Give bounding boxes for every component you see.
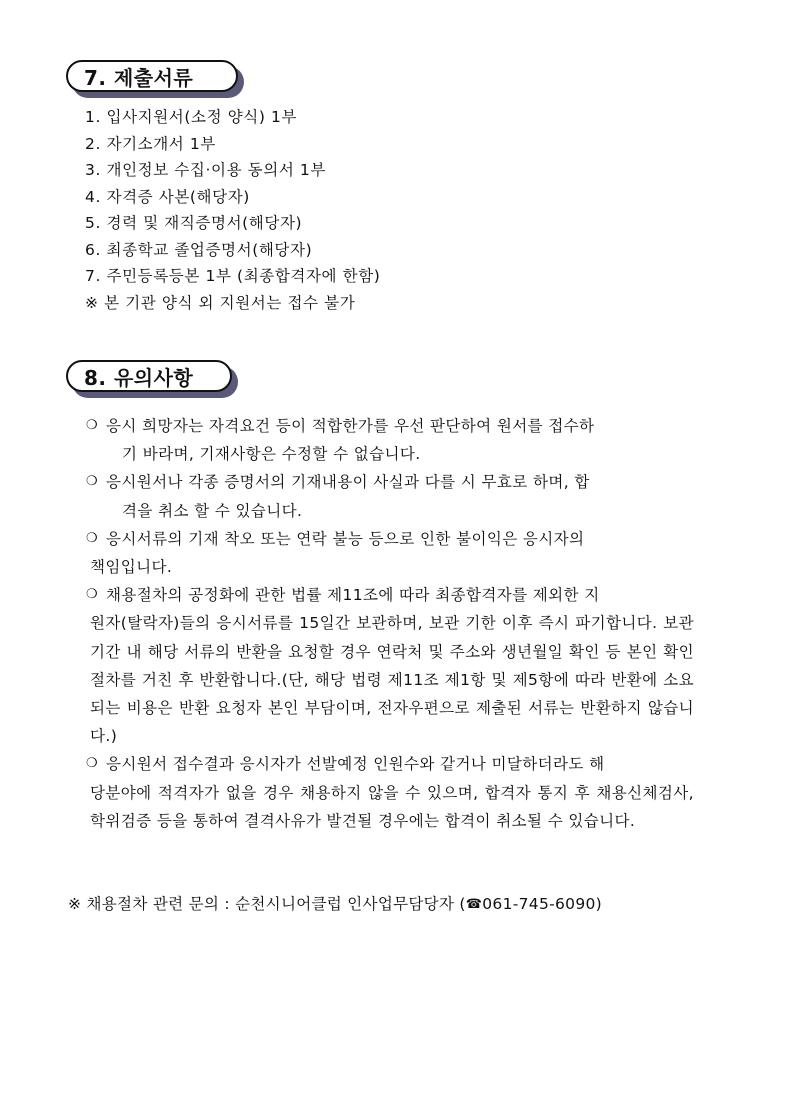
circle-bullet-icon: ❍ xyxy=(86,587,99,603)
section-8-title: 8. 유의사항 xyxy=(66,360,232,392)
contact-prefix: ※ 채용절차 관련 문의 : 순천시니어클럽 인사업무담당자 ( xyxy=(68,895,466,913)
circle-bullet-icon: ❍ xyxy=(86,756,99,772)
list-item: 2. 자기소개서 1부 xyxy=(85,134,216,153)
caution-text: 응시서류의 기재 착오 또는 연락 불능 등으로 인한 불이익은 응시자의 xyxy=(106,529,585,548)
required-documents-list xyxy=(85,104,380,316)
caution-item xyxy=(86,412,694,468)
circle-bullet-icon: ❍ xyxy=(86,530,99,546)
caution-text-cont: 당분야에 적격자가 없을 경우 채용하지 않을 수 있으며, 합격자 통지 후 채용신체검사, 학위검증 등을 통하여 결격사유가 발견될 경우에는 합격이 취소될 수 있습니다. xyxy=(90,783,694,830)
circle-bullet-icon: ❍ xyxy=(86,474,99,490)
section-7-title: 7. 제출서류 xyxy=(66,60,238,92)
caution-item xyxy=(86,750,694,835)
section-8-heading xyxy=(66,360,232,392)
circle-bullet-icon: ❍ xyxy=(86,418,99,433)
caution-text-cont: 기 바라며, 기재사항은 수정할 수 없습니다. xyxy=(122,445,421,464)
list-item: 7. 주민등록등본 1부 (최종합격자에 한함) xyxy=(85,267,381,285)
caution-text: 응시원서나 각종 증명서의 기재내용이 사실과 다를 시 무효로 하며, 합 xyxy=(106,473,590,492)
caution-item xyxy=(86,468,694,524)
caution-text-cont: 책임입니다. xyxy=(90,558,173,577)
contact-suffix: ) xyxy=(595,895,603,913)
caution-item xyxy=(86,525,694,581)
list-item-note: ※ 본 기관 양식 외 지원서는 접수 불가 xyxy=(85,293,356,312)
caution-text-cont: 격을 취소 할 수 있습니다. xyxy=(122,501,303,520)
section-7-heading xyxy=(66,60,238,92)
caution-text: 응시 희망자는 자격요건 등이 적합한가를 우선 판단하여 원서를 접수하 xyxy=(106,417,595,435)
list-item: 3. 개인정보 수집·이용 동의서 1부 xyxy=(85,161,326,179)
list-item: 6. 최종학교 졸업증명서(해당자) xyxy=(85,240,313,259)
phone-icon: ☎ xyxy=(465,897,483,912)
list-item: 1. 입사지원서(소정 양식) 1부 xyxy=(85,108,298,126)
caution-text: 채용절차의 공정화에 관한 법률 제11조에 따라 최종합격자를 제외한 지 xyxy=(106,586,600,605)
caution-text-cont: 원자(탈락자)들의 응시서류를 15일간 보관하며, 보관 기한 이후 즉시 파기합니다. 보관 기간 내 해당 서류의 반환을 요청할 경우 연락처 및 주소와 생년월일 확인 등 본인 확인 절차를 거친 후 반환합니다.(단, 해당 법령 제11조 제1항 및 제5항에 따라 반환에 소요되는 비용은 반환 요청자 본인 부담이며, 전자우편으로 제출된 서류는 반환하지 않습니다.) xyxy=(90,614,694,746)
cautions-list xyxy=(86,412,694,835)
list-item: 4. 자격증 사본(해당자) xyxy=(85,187,250,206)
phone-number: 061-745-6090 xyxy=(482,895,596,913)
caution-item xyxy=(86,581,694,750)
list-item: 5. 경력 및 재직증명서(해당자) xyxy=(85,214,303,232)
contact-line xyxy=(68,892,602,914)
caution-text: 응시원서 접수결과 응시자가 선발예정 인원수와 같거나 미달하더라도 해 xyxy=(106,755,605,774)
